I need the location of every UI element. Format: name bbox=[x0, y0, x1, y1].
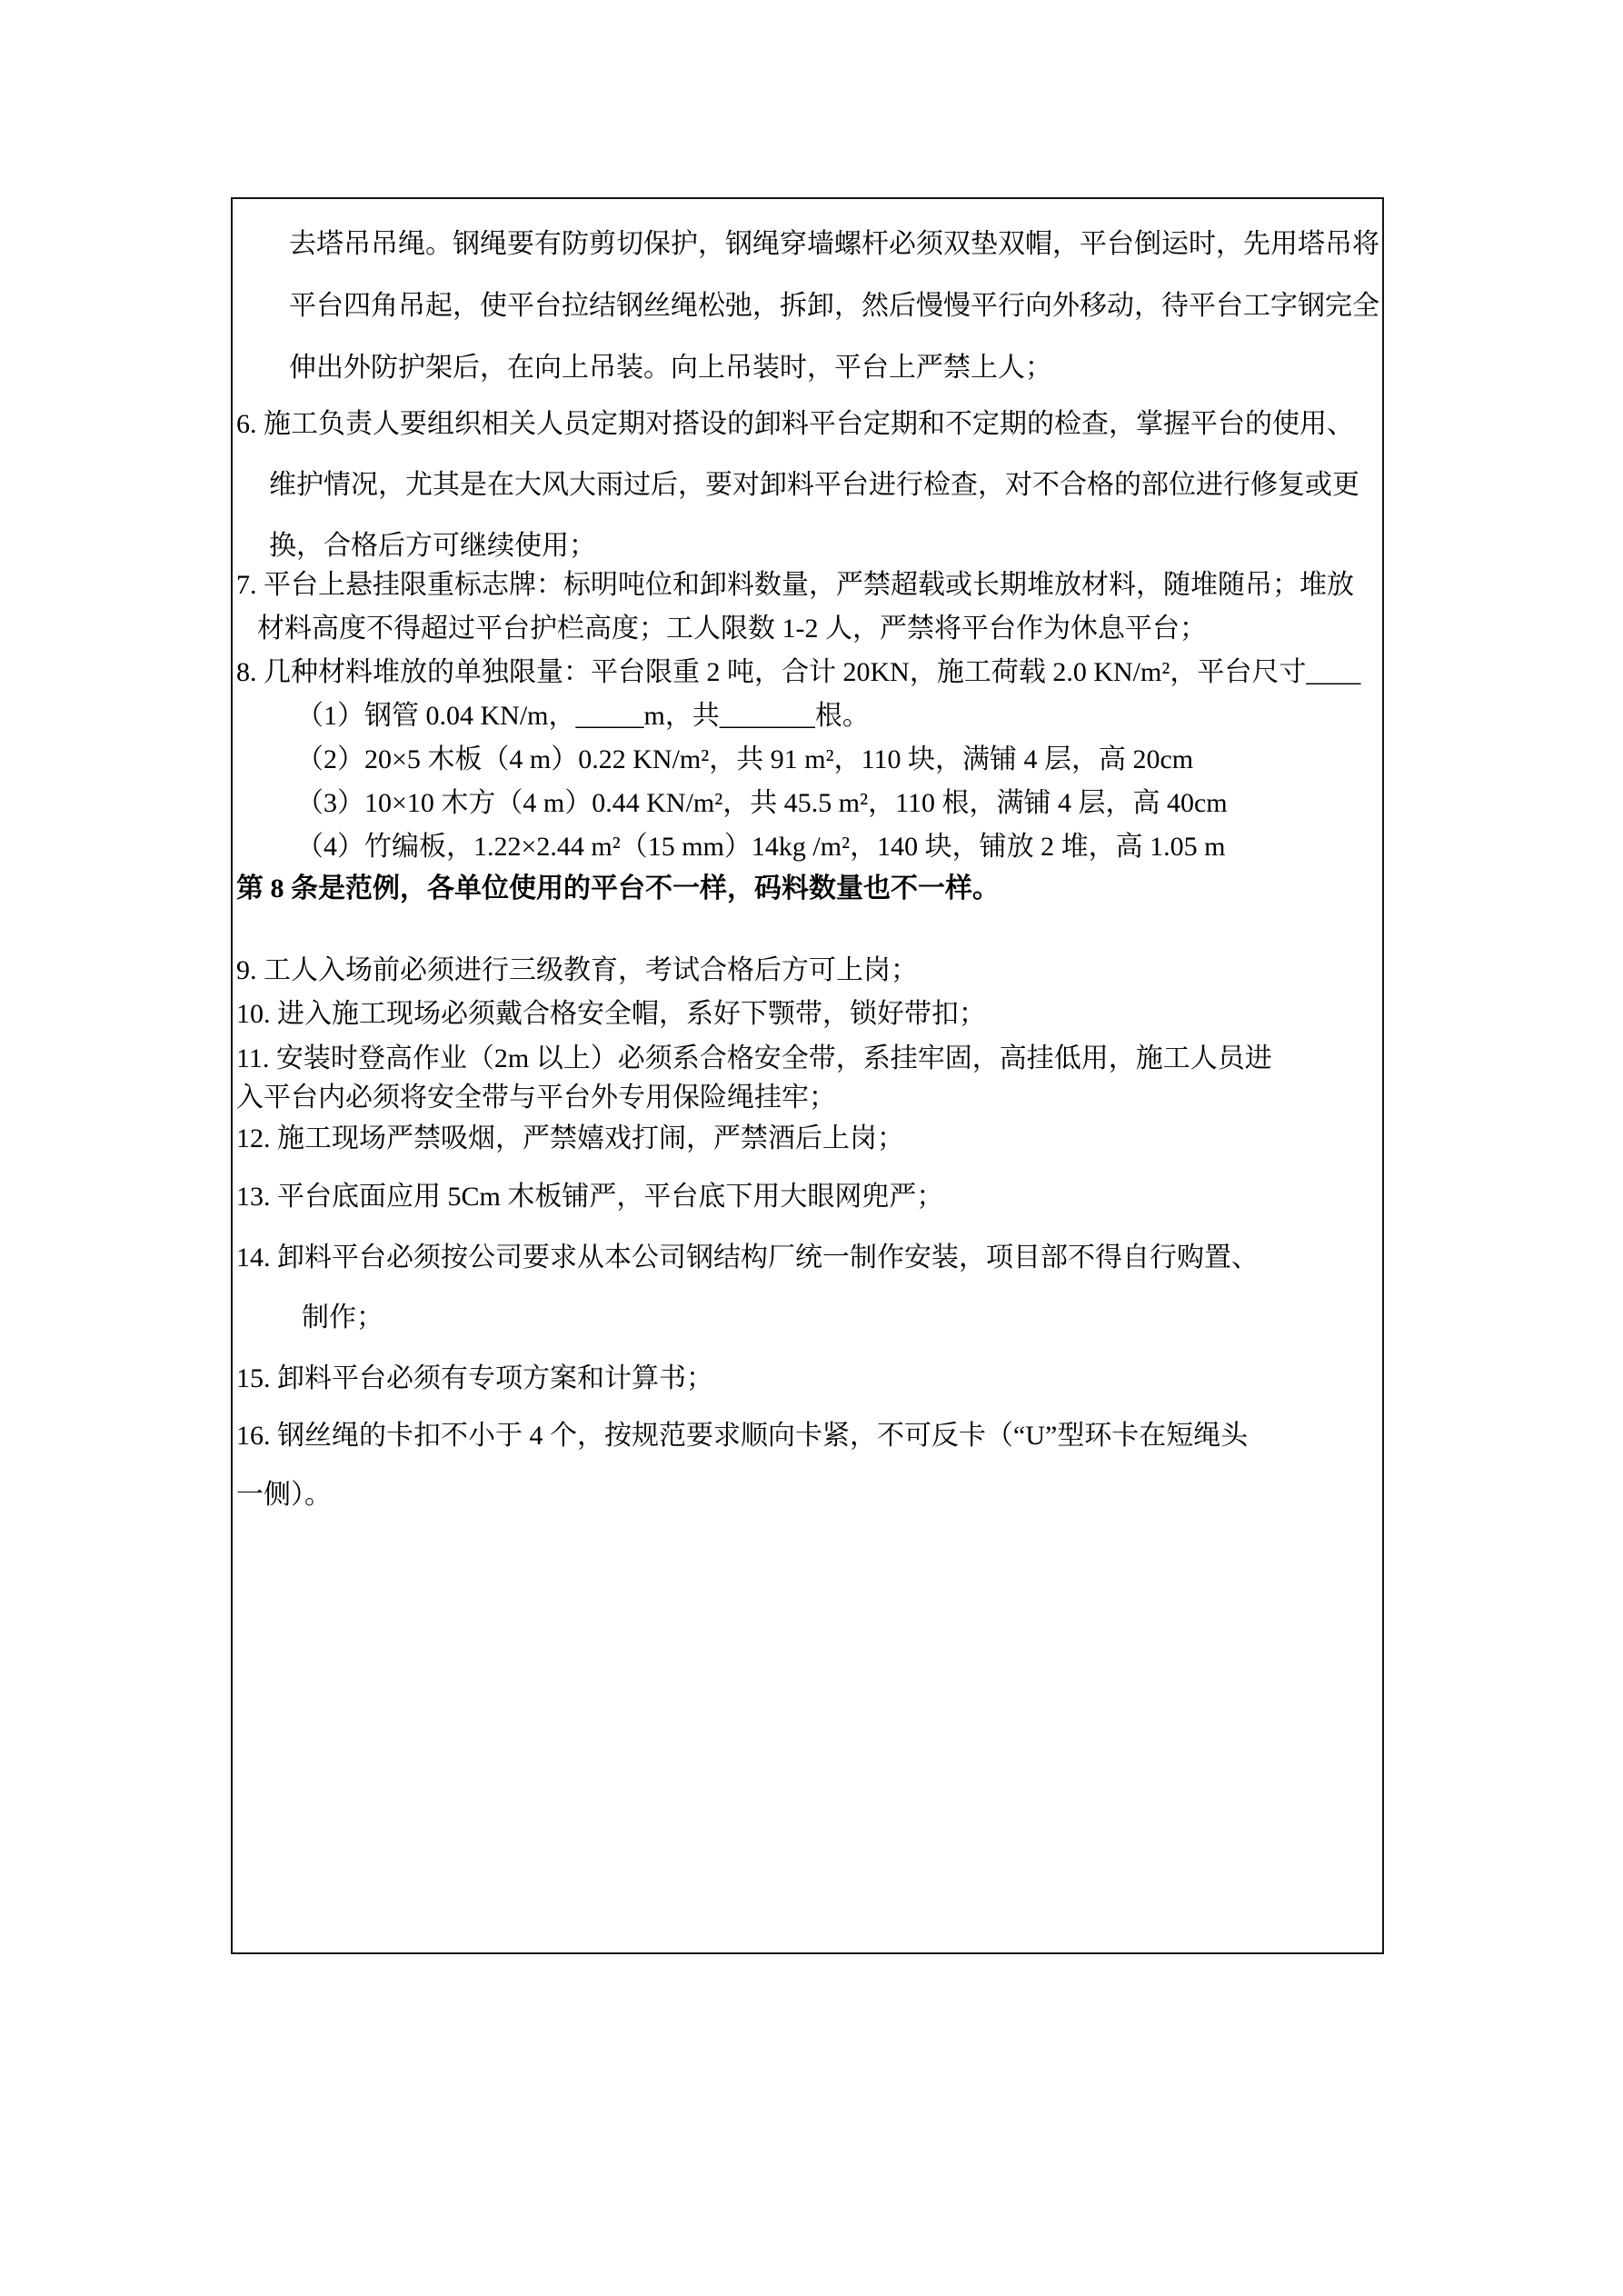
document-border-box bbox=[231, 197, 1384, 1954]
item-7-line-2: 材料高度不得超过平台护栏高度；工人限数 1-2 人，严禁将平台作为休息平台； bbox=[257, 614, 1207, 644]
item-5-cont-line-2: 平台四角吊起，使平台拉结钢丝绳松弛，拆卸，然后慢慢平行向外移动，待平台工字钢完全 bbox=[289, 291, 1379, 321]
item-16-line-2: 一侧）。 bbox=[236, 1480, 332, 1510]
item-14-line-1: 14. 卸料平台必须按公司要求从本公司钢结构厂统一制作安装，项目部不得自行购置、 bbox=[236, 1243, 1259, 1273]
item-8-sub-4: （4）竹编板，1.22×2.44 m²（15 mm）14kg /m²，140 块，铺放 2 堆，高 1.05 m bbox=[296, 832, 1226, 862]
item-8-sub-2: （2）20×5 木板（4 m）0.22 KN/m²，共 91 m²，110 块，满铺 4 层，高 20cm bbox=[296, 744, 1194, 774]
item-6-line-1: 6. 施工负责人要组织相关人员定期对搭设的卸料平台定期和不定期的检查，掌握平台的使用、 bbox=[236, 409, 1354, 439]
item-13: 13. 平台底面应用 5Cm 木板铺严，平台底下用大眼网兜严； bbox=[236, 1182, 944, 1212]
item-11-line-1: 11. 安装时登高作业（2m 以上）必须系合格安全带，系挂牢固，高挂低用，施工人员进 bbox=[236, 1043, 1272, 1073]
item-8-note-bold: 第 8 条是范例，各单位使用的平台不一样，码料数量也不一样。 bbox=[236, 873, 1000, 903]
item-6-line-2: 维护情况，尤其是在大风大雨过后，要对卸料平台进行检查，对不合格的部位进行修复或更 bbox=[269, 470, 1359, 500]
item-12: 12. 施工现场严禁吸烟，严禁嬉戏打闹，严禁酒后上岗； bbox=[236, 1123, 904, 1153]
item-5-cont-line-1: 去塔吊吊绳。钢绳要有防剪切保护，钢绳穿墙螺杆必须双垫双帽，平台倒运时，先用塔吊将 bbox=[289, 229, 1379, 259]
item-8-line-1: 8. 几种材料堆放的单独限量：平台限重 2 吨，合计 20KN，施工荷载 2.0 KN/m²，平台尺寸____ bbox=[236, 657, 1361, 687]
item-6-line-3: 换，合格后方可继续使用； bbox=[269, 531, 596, 561]
item-11-line-2: 入平台内必须将安全带与平台外专用保险绳挂牢； bbox=[236, 1083, 836, 1113]
item-14-line-2: 制作； bbox=[302, 1303, 383, 1333]
item-15: 15. 卸料平台必须有专项方案和计算书； bbox=[236, 1363, 713, 1393]
item-7-line-1: 7. 平台上悬挂限重标志牌：标明吨位和卸料数量，严禁超载或长期堆放材料，随堆随吊；堆放 bbox=[236, 570, 1354, 600]
item-5-cont-line-3: 伸出外防护架后，在向上吊装。向上吊装时，平台上严禁上人； bbox=[289, 353, 1052, 383]
item-10: 10. 进入施工现场必须戴合格安全帽，系好下颚带，锁好带扣； bbox=[236, 999, 986, 1029]
item-16-line-1: 16. 钢丝绳的卡扣不小于 4 个，按规范要求顺向卡紧，不可反卡（“U”型环卡在短绳头 bbox=[236, 1421, 1249, 1451]
item-9: 9. 工人入场前必须进行三级教育，考试合格后方可上岗； bbox=[236, 955, 918, 985]
item-8-sub-1: （1）钢管 0.04 KN/m，_____m，共_______根。 bbox=[296, 701, 870, 731]
item-8-sub-3: （3）10×10 木方（4 m）0.44 KN/m²，共 45.5 m²，110 根，满铺 4 层，高 40cm bbox=[296, 788, 1228, 818]
